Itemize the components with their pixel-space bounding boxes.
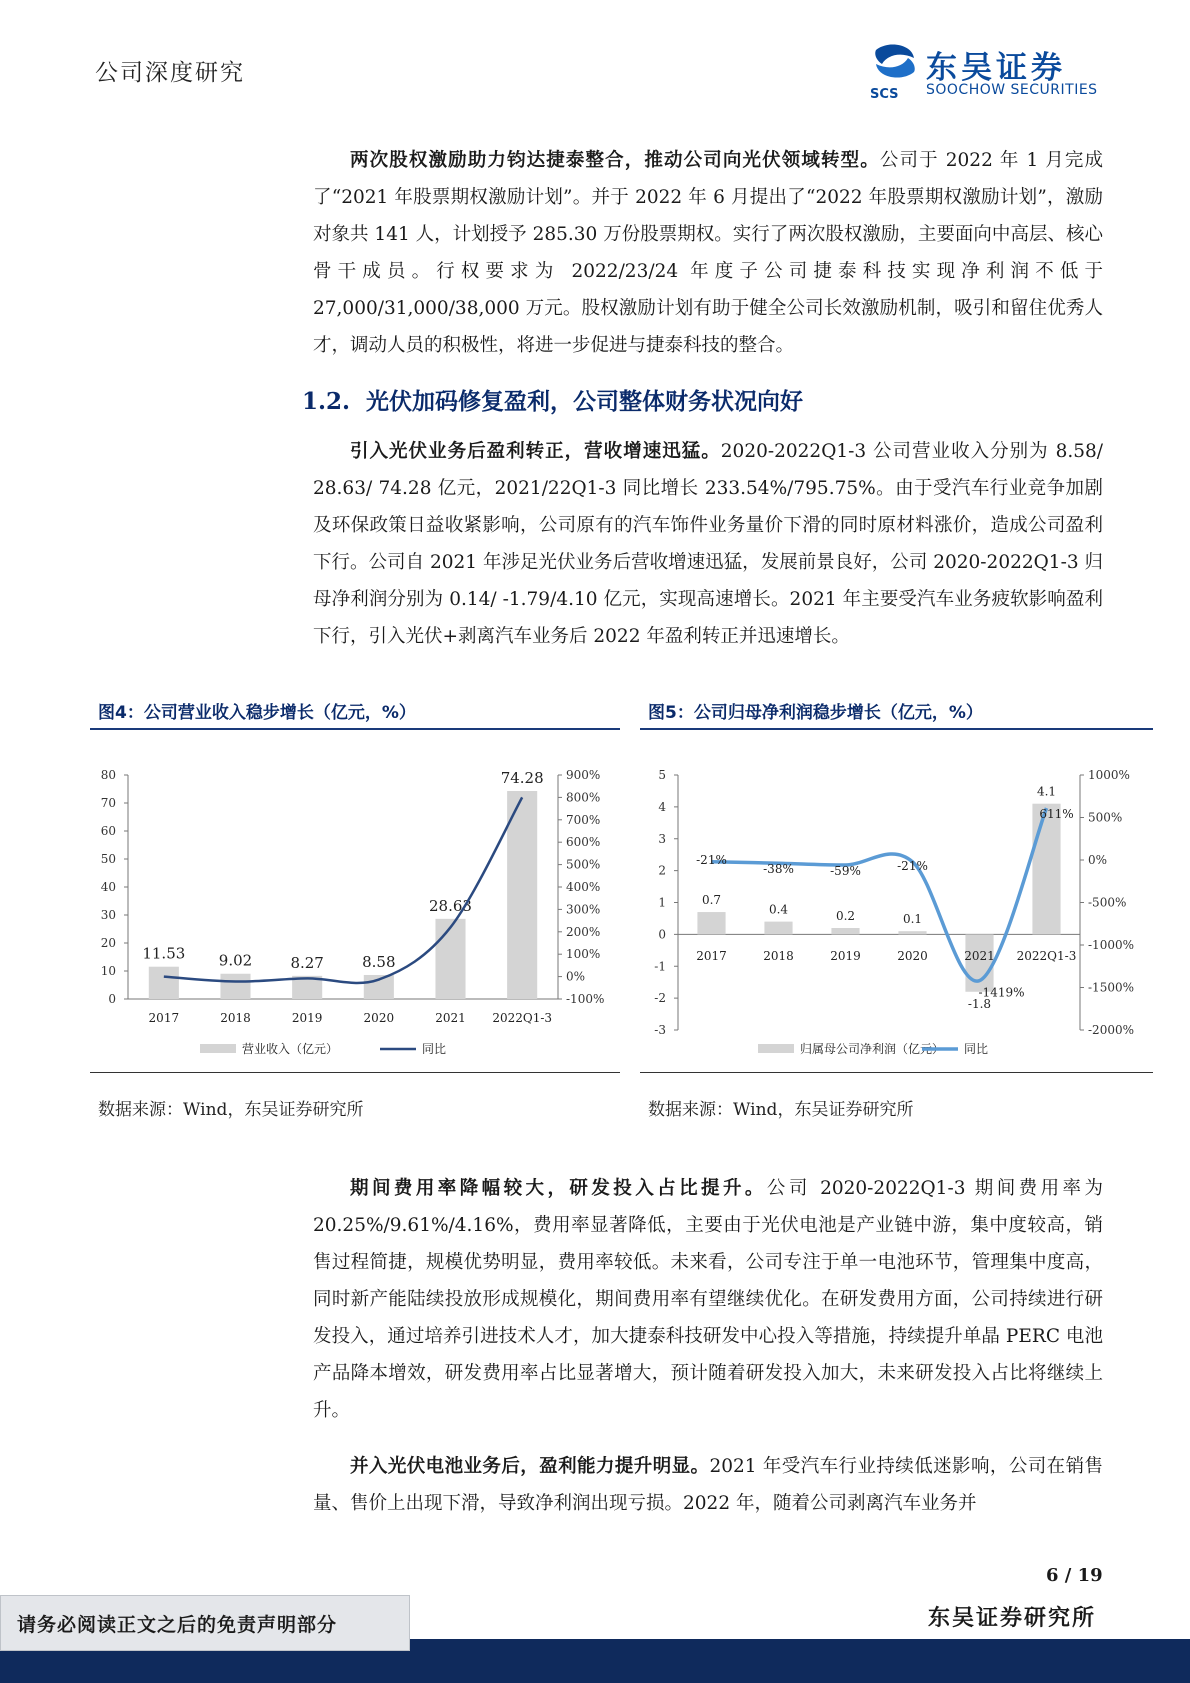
logo-english: SOOCHOW SECURITIES [926, 82, 1098, 98]
legend-bar-label: 营业收入（亿元） [242, 1042, 339, 1056]
x-tick-label: 2020 [363, 1011, 395, 1025]
y-tick-label: 4 [658, 799, 666, 814]
y2-tick-label: 0% [1088, 853, 1108, 867]
x-tick-label: 2019 [830, 949, 861, 963]
paragraph-expense-ratio [313, 1170, 1103, 1429]
yoy-label: -21% [696, 852, 727, 867]
bar-value-label: 8.27 [290, 953, 324, 972]
bar-value-label: 0.7 [701, 893, 722, 908]
paragraph-revenue [313, 433, 1103, 655]
y-tick-label: 60 [100, 824, 116, 838]
legend-bar-label: 归属母公司净利润（亿元） [800, 1042, 945, 1056]
figure-4-title: 图4：公司营业收入稳步增长（亿元，%） [98, 703, 416, 723]
yoy-label: -21% [897, 858, 928, 873]
bar [898, 931, 926, 934]
y-tick-label: 30 [100, 908, 116, 922]
y-tick-label: 0 [108, 992, 116, 1006]
body-text: 2020-2022Q1-3 公司营业收入分别为 8.58/ 28.63/ 74.28 亿元，2021/22Q1-3 同比增长 233.54%/795.75%。由于受汽车行业竞争加剧及环保政策日益收紧影响，公司原有的汽车饰件业务量价下滑的同时原材料涨价，造成公司盈利下行。公司自 2021 年涉足光伏业务后营收增速迅猛，发展前景良好，公司 2020-2022Q1-3 归母净利润分别为 0.14/ -1.79/4.10 亿元，实现高速增长。2021 年主要受汽车业务疲软影响盈利下行，引入光伏+剥离汽车业务后 2022 年盈利转正并迅速增长。 [313, 441, 1103, 647]
bar [507, 791, 537, 999]
y2-tick-label: 100% [566, 947, 601, 962]
x-tick-label: 2018 [763, 949, 794, 963]
bar-value-label: 28.63 [429, 896, 472, 915]
y2-tick-label: 900% [566, 768, 601, 782]
y2-tick-label: 800% [566, 790, 601, 805]
y2-tick-label: 400% [566, 880, 601, 894]
header-label: 公司深度研究 [95, 60, 245, 86]
y-tick-label: 10 [100, 964, 116, 978]
bar-value-label: 8.58 [362, 952, 396, 971]
scs-logo-icon [868, 42, 922, 102]
logo-name: 东吴证券 [926, 50, 1066, 86]
x-tick-label: 2017 [148, 1011, 180, 1025]
y2-tick-label: 0% [566, 969, 586, 984]
y2-tick-label: 200% [566, 924, 601, 939]
section-heading [302, 383, 803, 416]
bar [149, 967, 179, 999]
y2-tick-label: -2000% [1088, 1023, 1134, 1037]
figure-4-source: 数据来源：Wind，东吴证券研究所 [98, 1100, 364, 1120]
y-tick-label: 50 [100, 852, 116, 866]
y-tick-label: -3 [654, 1023, 666, 1037]
x-tick-label: 2021 [435, 1011, 466, 1025]
lead-sentence: 并入光伏电池业务后，盈利能力提升明显。 [350, 1456, 710, 1477]
yoy-label: -1419% [978, 985, 1025, 1000]
x-tick-label: 2019 [291, 1011, 323, 1025]
y-tick-label: 1 [658, 895, 666, 910]
y-tick-label: 0 [658, 927, 666, 942]
bar-value-label: 74.28 [500, 769, 544, 788]
figure-5-top-rule [640, 728, 1153, 730]
bar-value-label: 4.1 [1036, 784, 1057, 799]
y2-tick-label: 500% [566, 857, 601, 872]
y2-tick-label: 300% [566, 902, 601, 917]
bar-value-label: 0.1 [902, 912, 923, 927]
legend-bar-swatch [758, 1044, 794, 1053]
y2-tick-label: -1000% [1088, 938, 1134, 952]
bar-value-label: 11.53 [142, 944, 186, 963]
y2-tick-label: 500% [1088, 810, 1123, 825]
bar [764, 922, 792, 935]
legend-line-label: 同比 [422, 1042, 447, 1056]
y2-tick-label: 1000% [1088, 768, 1130, 782]
y-tick-label: 70 [100, 796, 116, 810]
y-tick-label: 5 [658, 768, 666, 782]
bar [1032, 804, 1060, 935]
y-tick-label: 2 [658, 863, 666, 878]
lead-sentence: 期间费用率降幅较大，研发投入占比提升。 [350, 1178, 767, 1199]
y-tick-label: -1 [654, 959, 666, 974]
bar-value-label: 0.4 [768, 902, 789, 917]
bar [965, 934, 993, 991]
disclaimer-box [0, 1595, 410, 1651]
figure-4-top-rule [90, 728, 620, 730]
paragraph-profitability [313, 1448, 1103, 1522]
y-tick-label: 20 [100, 936, 116, 950]
legend-line-label: 同比 [964, 1042, 989, 1056]
bar [831, 928, 859, 934]
figure-5-title: 图5：公司归母净利润稳步增长（亿元，%） [648, 703, 983, 723]
figure-4-chart [90, 732, 620, 1070]
section-title: 光伏加码修复盈利，公司整体财务状况向好 [366, 388, 804, 415]
disclaimer-text: 请务必阅读正文之后的免责声明部分 [17, 1614, 338, 1636]
y-tick-label: 40 [100, 880, 116, 894]
section-number: 1.2. [302, 388, 351, 415]
legend-bar-swatch [200, 1044, 236, 1053]
body-text: 2021 年受汽车行业持续低迷影响，公司在销售量、售价上出现下滑，导致净利润出现亏损。2022 年，随着公司剥离汽车业务并 [313, 1456, 1103, 1514]
bar-value-label: 0.2 [835, 909, 856, 923]
brand-logo [868, 42, 1108, 102]
yoy-label: 611% [1039, 807, 1074, 822]
page-number: 6 / 19 [1046, 1565, 1103, 1586]
yoy-label: -38% [763, 862, 794, 877]
bar [435, 919, 465, 999]
x-tick-label: 2022Q1-3 [492, 1011, 553, 1025]
yoy-label: -59% [830, 864, 861, 879]
net-profit-chart-svg [640, 732, 1153, 1070]
body-text: 公司于 2022 年 1 月完成了“2021 年股票期权激励计划”。并于 2022 年 6 月提出了“2022 年股票期权激励计划”，激励对象共 141 人，计划授予 285.30 万份股票期权。实行了两次股权激励，主要面向中高层、核心骨干成员。行权要求为 2022/23/24 年度子公司捷泰科技实现净利润不低于 27,000/31,000/38,000 万元。股权激励计划有助于健全公司长效激励机制，吸引和留住优秀人才，调动人员的积极性，将进一步促进与捷泰科技的整合。 [313, 150, 1103, 356]
y2-tick-label: -1500% [1088, 980, 1134, 995]
lead-sentence: 引入光伏业务后盈利转正，营收增速迅猛。 [350, 441, 721, 462]
yoy-line [164, 797, 522, 983]
figure-4-bottom-rule [90, 1072, 620, 1073]
figure-5-source: 数据来源：Wind，东吴证券研究所 [648, 1100, 914, 1120]
y2-tick-label: 600% [566, 835, 601, 850]
x-tick-label: 2022Q1-3 [1016, 949, 1077, 963]
x-tick-label: 2018 [220, 1011, 251, 1025]
y2-tick-label: 700% [566, 812, 601, 827]
y2-tick-label: -100% [566, 992, 605, 1006]
body-text: 公司 2020-2022Q1-3 期间费用率为 20.25%/9.61%/4.16%，费用率显著降低，主要由于光伏电池是产业链中游，集中度较高，销售过程简捷，规模优势明显，费用率较低。未来看，公司专注于单一电池环节，管理集中度高，同时新产能陆续投放形成规模化，期间费用率有望继续优化。在研发费用方面，公司持续进行研发投入，通过培养引进技术人才，加大捷泰科技研发中心投入等措施，持续提升单晶 PERC 电池产品降本增效，研发费用率占比显著增大，预计随着研发投入加大，未来研发投入占比将继续上升。 [313, 1178, 1103, 1421]
footer-org: 东吴证券研究所 [928, 1605, 1097, 1631]
y-tick-label: 80 [100, 768, 116, 782]
bar-value-label: -1.8 [967, 996, 992, 1011]
bar [220, 974, 250, 999]
figure-5-bottom-rule [640, 1072, 1153, 1073]
x-tick-label: 2020 [897, 949, 928, 963]
figure-5-chart [640, 732, 1153, 1070]
lead-sentence: 两次股权激励助力钧达捷泰整合，推动公司向光伏领域转型。 [350, 150, 880, 171]
logo-mark: SCS [870, 87, 899, 102]
bar-value-label: 9.02 [218, 951, 253, 970]
y-tick-label: 3 [658, 831, 666, 846]
x-tick-label: 2017 [696, 949, 727, 963]
y-tick-label: -2 [654, 991, 666, 1006]
y2-tick-label: -500% [1088, 895, 1127, 910]
bar [697, 912, 725, 934]
x-tick-label: 2021 [964, 949, 995, 963]
paragraph-equity-incentive [313, 142, 1103, 364]
yoy-line [712, 808, 1047, 981]
revenue-chart-svg [90, 732, 620, 1070]
